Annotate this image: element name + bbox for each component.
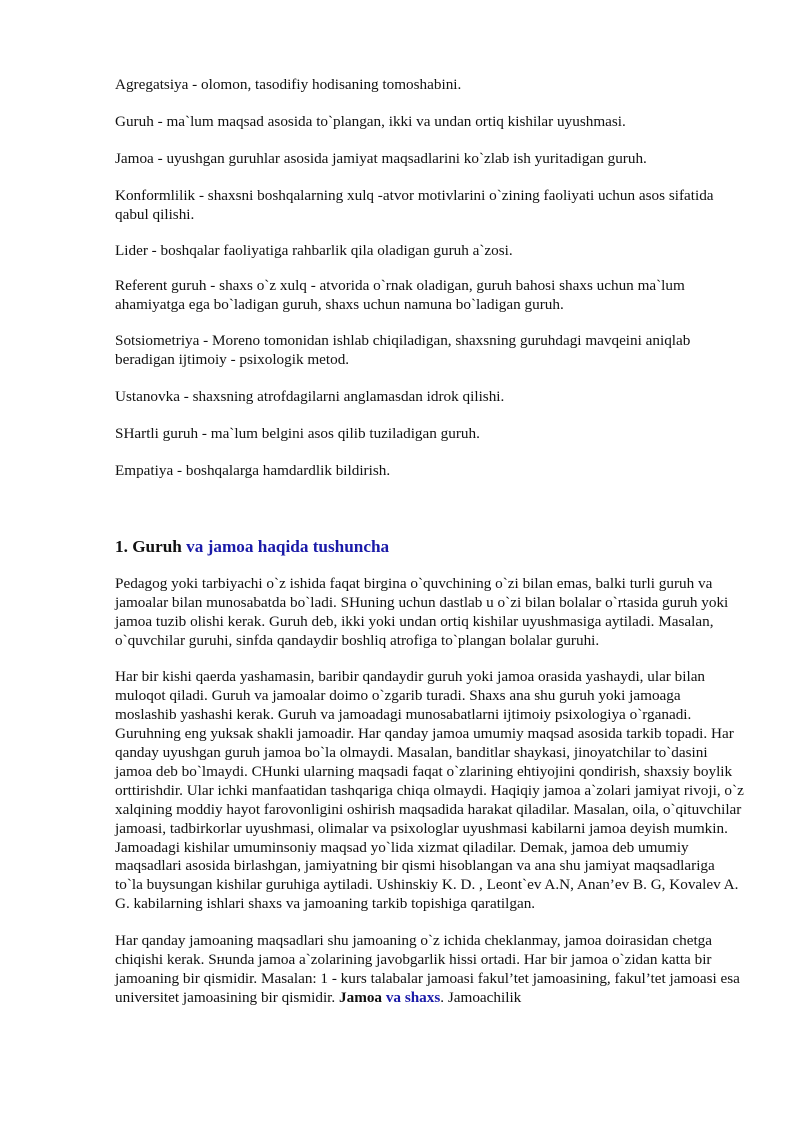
paragraph-jamoa-goals-tail: . Jamoachilik xyxy=(440,988,522,1006)
bold-link-va-shaxs[interactable]: va shaxs xyxy=(385,988,441,1006)
glossary-item-sotsiometriya: Sotsiometriya - Moreno tomonidan ishlab chiqiladigan, shaxsning guruhdagi mavqeini aniqlab beradigan ijtimoiy - psixologik metod. xyxy=(115,332,691,369)
glossary xyxy=(115,76,745,481)
document-page xyxy=(115,76,745,1008)
glossary-item-agregatsiya: Agregatsiya - olomon, tasodifiy hodisaning tomoshabini. xyxy=(115,76,462,93)
glossary-item-shartli-guruh: SHartli guruh - ma`lum belgini asos qilib tuziladigan guruh. xyxy=(115,424,480,442)
section-heading xyxy=(115,536,745,558)
paragraph-jamoa-goals xyxy=(115,932,745,1008)
paragraph-jamoa-description: Har bir kishi qaerda yashamasin, baribir qandaydir guruh yoki jamoa orasida yashaydi, ular bilan muloqot qiladi. Guruh va jamoalar doimo o`zgarib turadi. Shaxs ana shu guruh yoki jamoaga moslashib yashashi kerak. Guruh va jamoadagi munosabatlarni ijtimoiy psixologiya o`rganadi. Guruhning eng yuksak shakli jamoadir. Har qanday jamoa umumiy maqsad asosida tarkib topadi. Har qanday uyushgan guruh jamoa bo`la olmaydi. Masalan, banditlar shaykasi, jinoyatchilar to`dasini jamoa deb bo`lmaydi. CHunki ularning maqsadi faqat o`zlarining ehtiyojini qondirish, shaxsiy boylik orttirishdir. Ular ichki manfaatidan tashqariga chiqa olmaydi. Haqiqiy jamoa a`zolari jamiyat rivoji, o`z xalqining moddiy hayot farovonligini oshirish maqsadida harakat qiladilar. Masalan, oila, o`qituvchilar jamoasi, tadbirkorlar uyushmasi, olimalar va psixologlar uyushmasi kabilarni jamoa deyish mumkin. Jamoadagi kishilar umuminsoniy maqsad yo`lida xizmat qiladilar. Demak, jamoa deb umumiy maqsadlari asosida birlashgan, jamiyatning bir qismi hisoblangan va ana shu jamiyat maqsadlariga to`la buysungan kishilar guruhiga aytiladi. Ushinskiy K. D. , Leont`ev A.N, Anan’ev B. G, Kovalev A. G. kabilarning ishlari shaxs va jamoaning tarkib topishiga qaratilgan. xyxy=(115,668,744,913)
paragraph-jamoa-goals-text: Har qanday jamoaning maqsadlari shu jamoaning o`z ichida cheklanmay, jamoa doirasidan chetga chiqishi kerak. Sнunda jamoa a`zolarining javobgarlik hissi ortadi. Har bir jamoa o`zidan katta bir jamoaning bir qismidir. Masalan: 1 - kurs talabalar jamoasi fakul’tet jamoasining, fakul’tet jamoasi esa universitet jamoasining bir qismidir. xyxy=(115,932,740,1006)
glossary-item-jamoa: Jamoa - uyushgan guruhlar asosida jamiyat maqsadlarini ko`zlab ish yuritadigan guruh. xyxy=(115,149,647,167)
glossary-item-konformlilik: Konformlilik - shaxsni boshqalarning xulq -atvor motivlarini o`zining faoliyati uchun asos sifatida qabul qilishi. xyxy=(115,186,714,223)
section-heading-link[interactable]: va jamoa haqida tushuncha xyxy=(186,536,390,556)
section-heading-number: 1. Guruh xyxy=(115,536,182,556)
glossary-item-ustanovka: Ustanovka - shaxsning atrofdagilarni anglamasdan idrok qilishi. xyxy=(115,388,505,406)
glossary-item-referent-guruh: Referent guruh - shaxs o`z xulq - atvorida o`rnak oladigan, guruh bahosi shaxs uchun ma`lum ahamiyatga ega bo`ladigan guruh, shaxs uchun namuna bo`ladigan guruh. xyxy=(115,277,685,314)
paragraph-guruh-definition: Pedagog yoki tarbiyachi o`z ishida faqat birgina o`quvchining o`zi bilan emas, balki turli guruh va jamoalar bilan munosabatda bo`ladi. SHuning uchun dastlab u o`zi bilan bolalar o`rtasida guruh yoki jamoa tuzib olishi kerak. Guruh deb, ikki yoki undan ortiq kishilar uyushmasiga aytiladi. Masalan, o`quvchilar guruhi, sinfda qandaydir boshliq atrofiga to`plangan bolalar guruhi. xyxy=(115,574,729,649)
glossary-item-empatiya: Empatiya - boshqalarga hamdardlik bildirish. xyxy=(115,461,391,479)
glossary-item-lider: Lider - boshqalar faoliyatiga rahbarlik qila oladigan guruh a`zosi. xyxy=(115,241,513,259)
glossary-item-guruh: Guruh - ma`lum maqsad asosida to`plangan, ikki va undan ortiq kishilar uyushmasi. xyxy=(115,112,626,130)
bold-term-jamoa: Jamoa xyxy=(339,988,383,1006)
